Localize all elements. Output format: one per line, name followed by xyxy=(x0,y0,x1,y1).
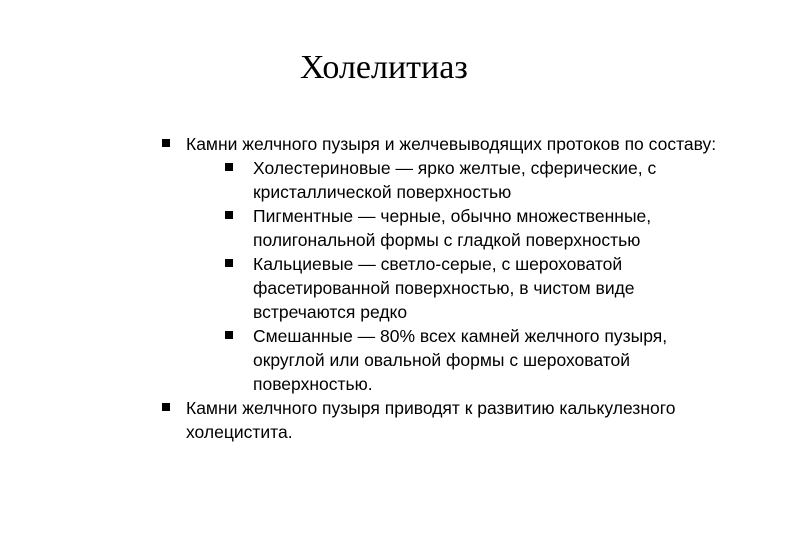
square-bullet-icon xyxy=(225,259,233,267)
sub-list-item xyxy=(214,204,738,252)
square-bullet-icon xyxy=(162,139,170,147)
sub-list-item-text: Смешанные — 80% всех камней желчного пузыря, округлой или овальной формы с шероховатой поверхностью. xyxy=(253,326,668,394)
sub-list-item-text: Холестериновые — ярко желтые, сферические, с кристаллической поверхностью xyxy=(253,158,657,202)
sub-list-item-text: Кальциевые — светло-серые, с шероховатой фасетированной поверхностью, в чистом виде встречаются редко xyxy=(253,254,635,322)
list-item-text: Камни желчного пузыря приводят к развитию калькулезного холецистита. xyxy=(186,398,676,442)
sub-list-item xyxy=(214,156,738,204)
sub-list-item-text: Пигментные — черные, обычно множественные, полигональной формы с гладкой поверхностью xyxy=(253,206,652,250)
square-bullet-icon xyxy=(225,331,233,339)
slide-title: Холелитиаз xyxy=(300,49,468,86)
list-item-text: Камни желчного пузыря и желчевыводящих протоков по составу: xyxy=(186,134,717,154)
slide-content xyxy=(158,132,738,444)
bullet-list xyxy=(158,132,738,444)
square-bullet-icon xyxy=(225,211,233,219)
sub-bullet-list xyxy=(186,156,738,396)
sub-list-item xyxy=(214,252,738,324)
square-bullet-icon xyxy=(162,403,170,411)
sub-list-item xyxy=(214,324,738,396)
list-item xyxy=(158,396,738,444)
list-item xyxy=(158,132,738,396)
square-bullet-icon xyxy=(225,163,233,171)
